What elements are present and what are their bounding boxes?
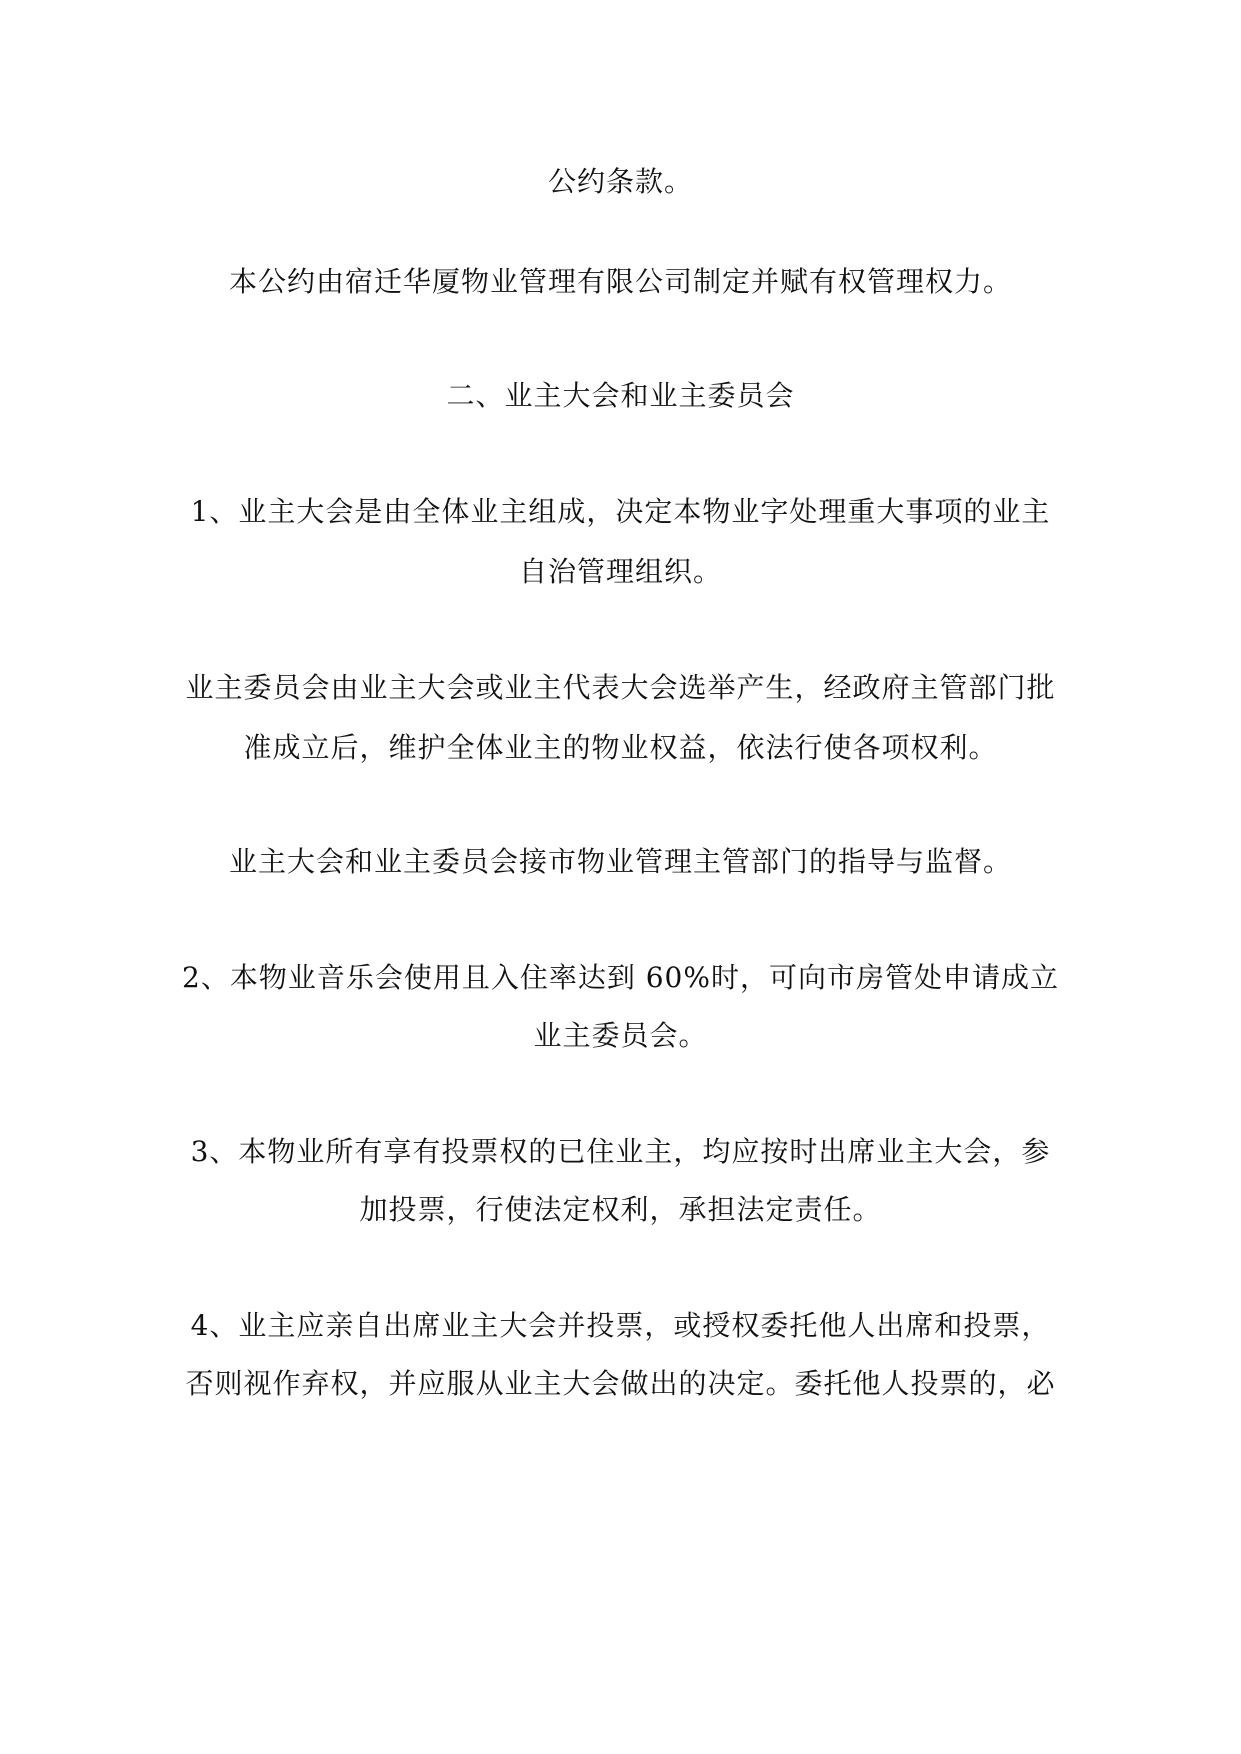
text-line: 本公约由宿迁华厦物业管理有限公司制定并赋有权管理权力。 [228, 265, 1012, 298]
text-line: 公约条款。 [547, 165, 693, 198]
text-line: 4、业主应亲自出席业主大会并投票，或授权委托他人出席和投票， [190, 1309, 1051, 1342]
text-line: 否则视作弃权，并应服从业主大会做出的决定。委托他人投票的，必 [185, 1367, 1056, 1400]
text-line: 1、业主大会是由全体业主组成，决定本物业字处理重大事项的业主 [190, 495, 1051, 528]
text-line: 3、本物业所有享有投票权的已住业主，均应按时出席业主大会，参 [190, 1135, 1051, 1168]
text-line: 业主委员会。 [533, 1019, 708, 1052]
text-line: 准成立后，维护全体业主的物业权益，依法行使各项权利。 [243, 731, 998, 764]
text-line: 加投票，行使法定权利，承担法定责任。 [359, 1193, 882, 1226]
text-line: 业主委员会由业主大会或业主代表大会选举产生，经政府主管部门批 [185, 671, 1056, 704]
text-line: 自治管理组织。 [518, 555, 722, 588]
text-line: 2、本物业音乐会使用且入住率达到 60%时，可向市房管处申请成立 [182, 961, 1059, 994]
text-line: 业主大会和业主委员会接市物业管理主管部门的指导与监督。 [228, 845, 1012, 878]
section-heading: 二、业主大会和业主委员会 [446, 379, 795, 412]
